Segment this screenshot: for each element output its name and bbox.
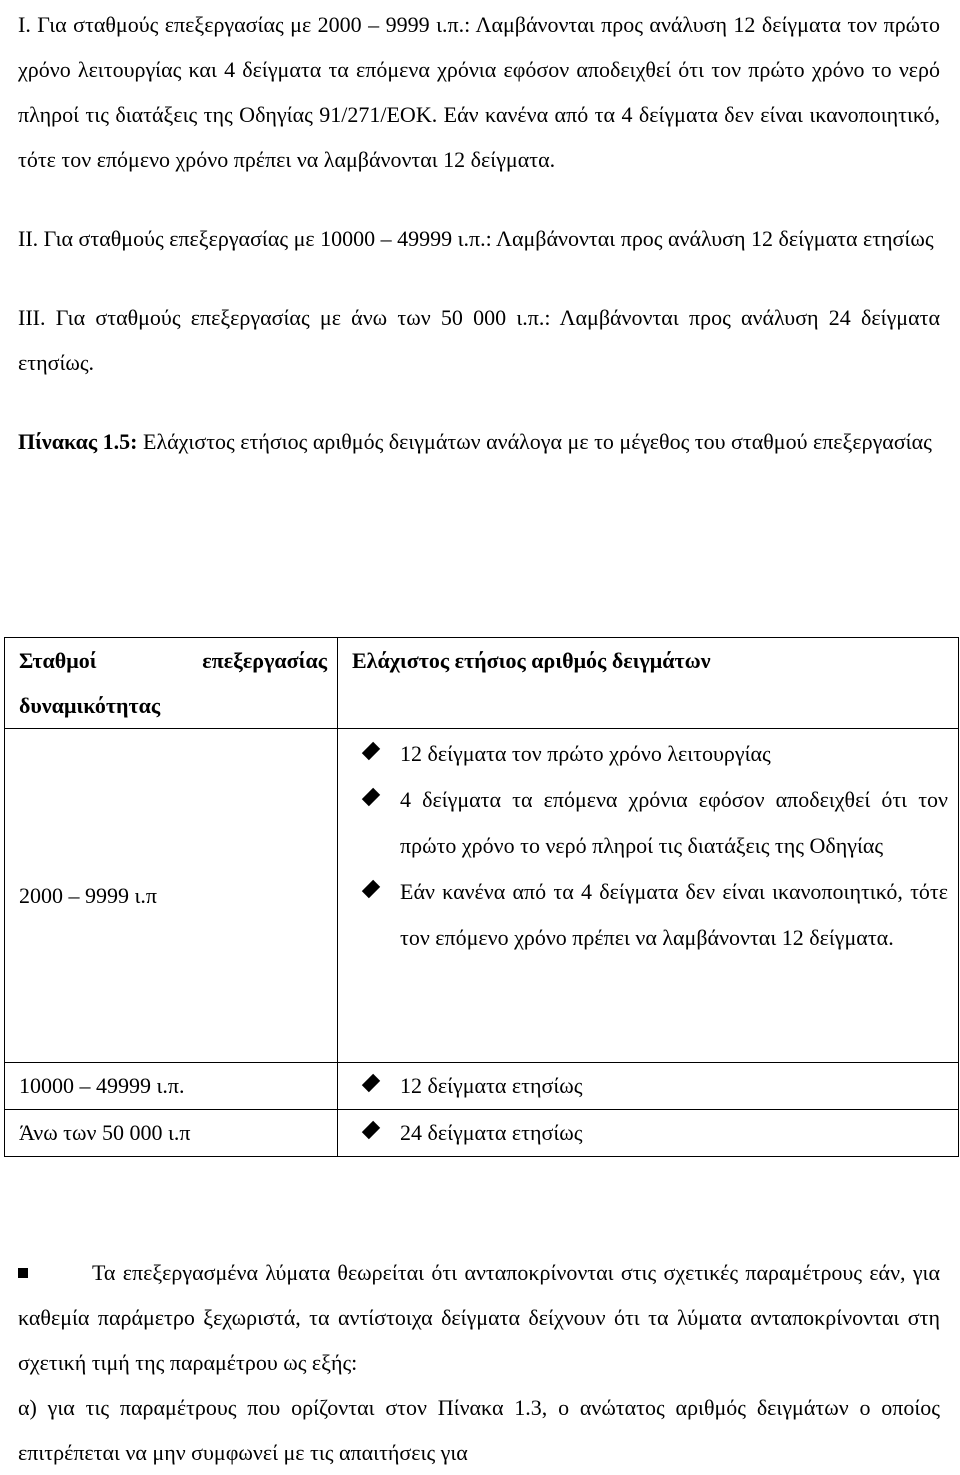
- table-caption-text: Ελάχιστος ετήσιος αριθμός δειγμάτων ανάλογα με το μέγεθος του σταθμού επεξεργασίας: [137, 429, 932, 454]
- list-item: [364, 777, 948, 869]
- diamond-bullet-icon: [362, 1121, 380, 1139]
- samples-cell: [338, 729, 959, 1063]
- capacity-cell: 10000 – 49999 ι.π.: [5, 1063, 338, 1110]
- closing-paragraph: [18, 1250, 940, 1385]
- table-caption-label: Πίνακας 1.5:: [18, 429, 138, 454]
- capacity-cell: Άνω των 50 000 ι.π: [5, 1110, 338, 1157]
- diamond-bullet-icon: [362, 788, 380, 806]
- table-row: [5, 729, 959, 1063]
- capacity-cell: 2000 – 9999 ι.π: [5, 729, 338, 1063]
- header-capacity-line2: δυναμικότητας: [19, 693, 161, 718]
- list-item: [364, 1110, 948, 1156]
- diamond-bullet-icon: [362, 1074, 380, 1092]
- header-capacity-word1: Σταθμοί: [19, 648, 97, 673]
- paragraph-iii: III. Για σταθμούς επεξεργασίας με άνω των 50 000 ι.π.: Λαμβάνονται προς ανάλυση 24 δείγματα ετησίως.: [18, 305, 940, 375]
- sampling-table: [4, 637, 959, 1157]
- header-capacity: [5, 638, 338, 729]
- table-caption: [18, 419, 940, 464]
- diamond-bullet-icon: [362, 880, 380, 898]
- closing-section: [18, 1250, 940, 1475]
- samples-cell: [338, 1063, 959, 1110]
- paragraph-i: I. Για σταθμούς επεξεργασίας με 2000 – 9999 ι.π.: Λαμβάνονται προς ανάλυση 12 δείγματα τον πρώτο χρόνο λειτουργίας και 4 δείγματα τα επόμενα χρόνια εφόσον αποδειχθεί ότι τον πρώτο χρόνο το νερό πληροί τις διατάξεις της Οδηγίας 91/271/ΕΟΚ. Εάν κανένα από τα 4 δείγματα δεν είναι ικανοποιητικό, τότε τον επόμενο χρόνο πρέπει να λαμβάνονται 12 δείγματα.: [18, 12, 940, 172]
- item-a: α) για τις παραμέτρους που ορίζονται στον Πίνακα 1.3, ο ανώτατος αριθμός δειγμάτων ο οποίος επιτρέπεται να μην συμφωνεί με τις απαιτήσεις για: [18, 1395, 940, 1465]
- list-item-text: 24 δείγματα ετησίως: [400, 1120, 583, 1145]
- list-item-text: 4 δείγματα τα επόμενα χρόνια εφόσον αποδειχθεί ότι τον πρώτο χρόνο το νερό πληροί τις διατάξεις της Οδηγίας: [400, 787, 948, 858]
- diamond-bullet-icon: [362, 742, 380, 760]
- document-body: [18, 0, 940, 464]
- list-item-text: 12 δείγματα τον πρώτο χρόνο λειτουργίας: [400, 741, 771, 766]
- samples-cell: [338, 1110, 959, 1157]
- square-bullet-icon: [18, 1268, 28, 1278]
- list-item-text: 12 δείγματα ετησίως: [400, 1073, 583, 1098]
- closing-paragraph-text: Τα επεξεργασμένα λύματα θεωρείται ότι ανταποκρίνονται στις σχετικές παραμέτρους εάν, για καθεμία παράμετρο ξεχωριστά, τα αντίστοιχα δείγματα δείχνουν ότι τα λύματα ανταποκρίνονται στη σχετική τιμή της παραμέτρου ως εξής:: [18, 1260, 940, 1375]
- list-item: [364, 1063, 948, 1109]
- header-min-samples: Ελάχιστος ετήσιος αριθμός δειγμάτων: [338, 638, 959, 729]
- list-item: [364, 731, 948, 777]
- table-header-row: [5, 638, 959, 729]
- table-row: [5, 1063, 959, 1110]
- header-capacity-word2: επεξεργασίας: [202, 648, 327, 673]
- table-row: [5, 1110, 959, 1157]
- list-item-text: Εάν κανένα από τα 4 δείγματα δεν είναι ικανοποιητικό, τότε τον επόμενο χρόνο πρέπει να λαμβάνονται 12 δείγματα.: [400, 879, 948, 950]
- paragraph-ii: II. Για σταθμούς επεξεργασίας με 10000 – 49999 ι.π.: Λαμβάνονται προς ανάλυση 12 δείγματα ετησίως: [18, 226, 934, 251]
- list-item: [364, 869, 948, 961]
